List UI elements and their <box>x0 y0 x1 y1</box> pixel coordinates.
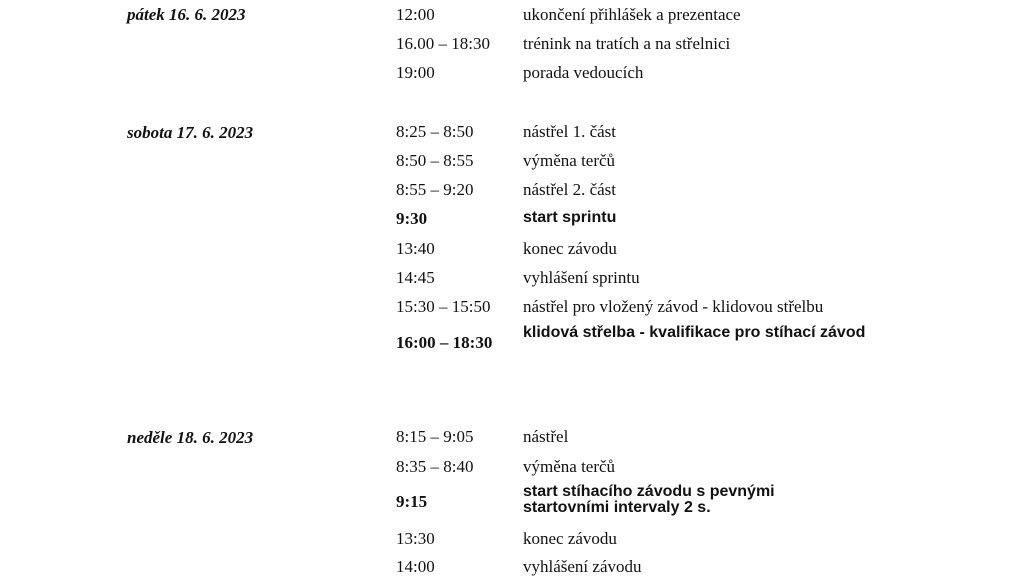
event-cell: výměna terčů <box>523 151 616 170</box>
event-cell: konec závodu <box>523 239 617 258</box>
day-label-friday: pátek 16. 6. 2023 <box>127 5 246 24</box>
time-cell-highlight: 16:00 – 18:30 <box>396 333 493 352</box>
event-cell: ukončení přihlášek a prezentace <box>523 5 741 24</box>
time-cell: 13:40 <box>396 239 435 258</box>
event-cell-highlight: start sprintu <box>523 209 617 226</box>
day-label-saturday: sobota 17. 6. 2023 <box>127 123 254 142</box>
event-cell: vyhlášení sprintu <box>523 268 640 287</box>
time-cell: 14:45 <box>396 268 435 287</box>
day-label-sunday: neděle 18. 6. 2023 <box>127 428 254 447</box>
event-cell: nástřel pro vložený závod - klidovou střelbu <box>523 297 824 316</box>
time-cell: 14:00 <box>396 557 435 576</box>
time-cell: 13:30 <box>396 529 435 548</box>
event-cell: vyhlášení závodu <box>523 557 642 576</box>
event-cell: nástřel 1. část <box>523 122 616 141</box>
time-cell-highlight: 9:15 <box>396 492 428 511</box>
time-cell: 8:55 – 9:20 <box>396 180 474 199</box>
event-cell: konec závodu <box>523 529 617 548</box>
time-cell-highlight: 9:30 <box>396 209 428 228</box>
time-cell: 19:00 <box>396 63 435 82</box>
event-cell: nástřel 2. část <box>523 180 616 199</box>
event-cell: výměna terčů <box>523 457 616 476</box>
event-cell: porada vedoucích <box>523 63 644 82</box>
time-cell: 15:30 – 15:50 <box>396 297 491 316</box>
time-cell: 16.00 – 18:30 <box>396 34 490 53</box>
event-cell-highlight: start stíhacího závodu s pevnými startovními intervaly 2 s. <box>523 483 775 516</box>
time-cell: 8:15 – 9:05 <box>396 427 474 446</box>
time-cell: 12:00 <box>396 5 435 24</box>
event-cell: trénink na tratích a na střelnici <box>523 34 731 53</box>
time-cell: 8:25 – 8:50 <box>396 122 474 141</box>
time-cell: 8:50 – 8:55 <box>396 151 474 170</box>
event-cell: nástřel <box>523 427 569 446</box>
event-cell-highlight: klidová střelba - kvalifikace pro stíhací závod <box>523 324 866 341</box>
time-cell: 8:35 – 8:40 <box>396 457 474 476</box>
